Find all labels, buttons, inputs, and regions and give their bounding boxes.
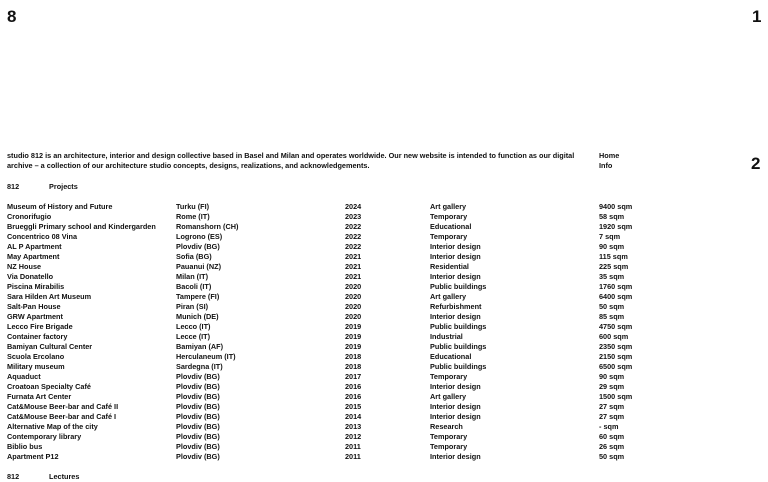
project-location: Plovdiv (BG) bbox=[176, 422, 220, 431]
project-name: Biblio bus bbox=[7, 442, 43, 451]
project-area: - sqm bbox=[599, 422, 619, 431]
project-location: Romanshorn (CH) bbox=[176, 222, 239, 231]
project-year: 2017 bbox=[345, 372, 362, 381]
project-name: Brueggli Primary school and Kindergarden bbox=[7, 222, 156, 231]
project-location: Pauanui (NZ) bbox=[176, 262, 221, 271]
project-name: Contemporary library bbox=[7, 432, 82, 441]
project-location: Plovdiv (BG) bbox=[176, 452, 220, 461]
project-name: May Apartment bbox=[7, 252, 60, 261]
project-row[interactable] bbox=[7, 232, 659, 242]
project-type: Educational bbox=[430, 352, 472, 361]
project-year: 2020 bbox=[345, 282, 362, 291]
project-type: Art gallery bbox=[430, 292, 467, 301]
project-year: 2020 bbox=[345, 312, 362, 321]
project-name: Piscina Mirabilis bbox=[7, 282, 65, 291]
project-row[interactable] bbox=[7, 362, 659, 372]
project-row[interactable] bbox=[7, 242, 659, 252]
project-year: 2021 bbox=[345, 272, 362, 281]
project-type: Refurbishment bbox=[430, 302, 482, 311]
project-name: Salt-Pan House bbox=[7, 302, 61, 311]
project-name: Container factory bbox=[7, 332, 68, 341]
project-row[interactable] bbox=[7, 432, 659, 442]
projects-section-title[interactable]: Projects bbox=[49, 182, 78, 191]
project-type: Public buildings bbox=[430, 282, 487, 291]
page-number-2: 2 bbox=[751, 154, 761, 173]
logo[interactable]: 8 bbox=[7, 7, 17, 26]
project-name: Furnata Art Center bbox=[7, 392, 72, 401]
project-type: Research bbox=[430, 422, 463, 431]
project-row[interactable] bbox=[7, 442, 659, 452]
project-year: 2011 bbox=[345, 442, 361, 451]
project-location: Logrono (ES) bbox=[176, 232, 223, 241]
project-name: AL P Apartment bbox=[7, 242, 62, 251]
project-row[interactable] bbox=[7, 422, 659, 432]
lectures-section-header bbox=[7, 472, 79, 482]
project-row[interactable] bbox=[7, 342, 659, 352]
project-year: 2018 bbox=[345, 352, 362, 361]
project-row[interactable] bbox=[7, 312, 659, 322]
project-type: Residential bbox=[430, 262, 469, 271]
project-area: 50 sqm bbox=[599, 452, 625, 461]
project-location: Plovdiv (BG) bbox=[176, 402, 220, 411]
project-type: Interior design bbox=[430, 412, 481, 421]
project-type: Educational bbox=[430, 222, 472, 231]
lectures-section-title[interactable]: Lectures bbox=[49, 472, 80, 481]
project-location: Rome (IT) bbox=[176, 212, 210, 221]
project-area: 7 sqm bbox=[599, 232, 621, 241]
page-number-1: 1 bbox=[752, 7, 762, 26]
project-row[interactable] bbox=[7, 272, 659, 282]
project-area: 2350 sqm bbox=[599, 342, 633, 351]
project-area: 4750 sqm bbox=[599, 322, 633, 331]
project-location: Plovdiv (BG) bbox=[176, 372, 220, 381]
project-location: Lecce (IT) bbox=[176, 332, 211, 341]
projects-table bbox=[7, 202, 659, 462]
projects-section-header bbox=[7, 182, 78, 192]
project-year: 2012 bbox=[345, 432, 362, 441]
project-name: Military museum bbox=[7, 362, 65, 371]
project-year: 2016 bbox=[345, 382, 362, 391]
project-area: 50 sqm bbox=[599, 302, 625, 311]
project-area: 27 sqm bbox=[599, 412, 625, 421]
project-location: Turku (FI) bbox=[176, 202, 210, 211]
project-area: 85 sqm bbox=[599, 312, 625, 321]
project-name: Alternative Map of the city bbox=[7, 422, 98, 431]
project-location: Bacoli (IT) bbox=[176, 282, 212, 291]
project-location: Plovdiv (BG) bbox=[176, 412, 220, 421]
project-area: 27 sqm bbox=[599, 402, 625, 411]
project-area: 90 sqm bbox=[599, 242, 625, 251]
project-year: 2011 bbox=[345, 452, 361, 461]
project-type: Interior design bbox=[430, 312, 481, 321]
project-row[interactable] bbox=[7, 322, 659, 332]
project-year: 2020 bbox=[345, 292, 362, 301]
project-year: 2018 bbox=[345, 362, 362, 371]
project-location: Milan (IT) bbox=[176, 272, 209, 281]
project-type: Temporary bbox=[430, 372, 468, 381]
project-location: Plovdiv (BG) bbox=[176, 432, 220, 441]
project-location: Plovdiv (BG) bbox=[176, 392, 220, 401]
project-year: 2022 bbox=[345, 222, 362, 231]
project-name: Lecco Fire Brigade bbox=[7, 322, 73, 331]
project-name: Aquaduct bbox=[7, 372, 41, 381]
project-year: 2019 bbox=[345, 322, 362, 331]
project-area: 115 sqm bbox=[599, 252, 628, 261]
project-location: Plovdiv (BG) bbox=[176, 442, 220, 451]
project-location: Piran (SI) bbox=[176, 302, 209, 311]
project-year: 2014 bbox=[345, 412, 362, 421]
project-row[interactable] bbox=[7, 372, 659, 382]
project-name: Scuola Ercolano bbox=[7, 352, 65, 361]
project-row[interactable] bbox=[7, 392, 659, 402]
project-area: 6400 sqm bbox=[599, 292, 633, 301]
project-year: 2021 bbox=[345, 252, 362, 261]
project-row[interactable] bbox=[7, 292, 659, 302]
project-name: Via Donatello bbox=[7, 272, 54, 281]
project-location: Bamiyan (AF) bbox=[176, 342, 224, 351]
project-row[interactable] bbox=[7, 282, 659, 292]
intro-text: studio 812 is an architecture, interior and design collective based in Basel and Milan and operates worldwide. Our new website is intended to function as our digital archive – a collection of our architecture studio concepts, designs, realizations, and acknowledgements. bbox=[7, 151, 575, 170]
project-location: Sardegna (IT) bbox=[176, 362, 223, 371]
project-location: Plovdiv (BG) bbox=[176, 382, 220, 391]
project-type: Interior design bbox=[430, 382, 481, 391]
project-type: Temporary bbox=[430, 432, 468, 441]
project-row[interactable] bbox=[7, 222, 659, 232]
project-area: 1500 sqm bbox=[599, 392, 633, 401]
project-year: 2024 bbox=[345, 202, 362, 211]
project-type: Art gallery bbox=[430, 202, 467, 211]
project-row[interactable] bbox=[7, 202, 659, 212]
project-location: Tampere (FI) bbox=[176, 292, 220, 301]
project-year: 2013 bbox=[345, 422, 362, 431]
project-year: 2019 bbox=[345, 342, 362, 351]
project-type: Interior design bbox=[430, 242, 481, 251]
project-area: 60 sqm bbox=[599, 432, 625, 441]
project-area: 1760 sqm bbox=[599, 282, 633, 291]
project-row[interactable] bbox=[7, 352, 659, 362]
project-area: 9400 sqm bbox=[599, 202, 633, 211]
project-location: Plovdiv (BG) bbox=[176, 242, 220, 251]
project-location: Herculaneum (IT) bbox=[176, 352, 236, 361]
project-year: 2020 bbox=[345, 302, 362, 311]
project-area: 29 sqm bbox=[599, 382, 625, 391]
project-row[interactable] bbox=[7, 302, 659, 312]
nav-info-link[interactable]: Info bbox=[599, 161, 613, 170]
project-name: NZ House bbox=[7, 262, 42, 271]
project-row[interactable] bbox=[7, 402, 659, 412]
project-location: Lecco (IT) bbox=[176, 322, 211, 331]
project-type: Temporary bbox=[430, 442, 468, 451]
project-name: GRW Apartment bbox=[7, 312, 63, 321]
project-row[interactable] bbox=[7, 382, 659, 392]
project-name: Croatoan Specialty Café bbox=[7, 382, 91, 391]
lectures-section-number: 812 bbox=[7, 472, 20, 481]
project-area: 225 sqm bbox=[599, 262, 629, 271]
project-area: 35 sqm bbox=[599, 272, 625, 281]
project-area: 90 sqm bbox=[599, 372, 625, 381]
project-type: Temporary bbox=[430, 232, 468, 241]
project-year: 2023 bbox=[345, 212, 362, 221]
project-row[interactable] bbox=[7, 212, 659, 222]
project-area: 6500 sqm bbox=[599, 362, 633, 371]
main-nav bbox=[599, 151, 619, 171]
project-type: Interior design bbox=[430, 252, 481, 261]
project-location: Sofia (BG) bbox=[176, 252, 212, 261]
project-type: Public buildings bbox=[430, 322, 487, 331]
project-type: Interior design bbox=[430, 272, 481, 281]
project-row[interactable] bbox=[7, 332, 659, 342]
project-name: Bamiyan Cultural Center bbox=[7, 342, 93, 351]
project-type: Public buildings bbox=[430, 342, 487, 351]
project-name: Museum of History and Future bbox=[7, 202, 113, 211]
project-row[interactable] bbox=[7, 452, 659, 462]
project-name: Cronorifugio bbox=[7, 212, 52, 221]
project-type: Temporary bbox=[430, 212, 468, 221]
project-area: 1920 sqm bbox=[599, 222, 633, 231]
projects-section-number: 812 bbox=[7, 182, 20, 191]
project-area: 26 sqm bbox=[599, 442, 625, 451]
project-year: 2022 bbox=[345, 232, 362, 241]
project-name: Apartment P12 bbox=[7, 452, 59, 461]
project-type: Public buildings bbox=[430, 362, 487, 371]
project-location: Munich (DE) bbox=[176, 312, 219, 321]
project-name: Sara Hilden Art Museum bbox=[7, 292, 92, 301]
project-year: 2021 bbox=[345, 262, 362, 271]
project-name: Cat&Mouse Beer-bar and Café I bbox=[7, 412, 117, 421]
nav-home-link[interactable]: Home bbox=[599, 151, 620, 160]
project-year: 2022 bbox=[345, 242, 362, 251]
project-type: Art gallery bbox=[430, 392, 467, 401]
project-name: Cat&Mouse Beer-bar and Café II bbox=[7, 402, 119, 411]
project-row[interactable] bbox=[7, 412, 659, 422]
project-row[interactable] bbox=[7, 262, 659, 272]
project-row[interactable] bbox=[7, 252, 659, 262]
project-area: 600 sqm bbox=[599, 332, 629, 341]
project-area: 58 sqm bbox=[599, 212, 625, 221]
project-type: Interior design bbox=[430, 452, 481, 461]
project-year: 2019 bbox=[345, 332, 362, 341]
project-name: Concentrico 08 Vina bbox=[7, 232, 78, 241]
project-area: 2150 sqm bbox=[599, 352, 633, 361]
project-type: Industrial bbox=[430, 332, 463, 341]
project-year: 2016 bbox=[345, 392, 362, 401]
project-type: Interior design bbox=[430, 402, 481, 411]
project-year: 2015 bbox=[345, 402, 362, 411]
